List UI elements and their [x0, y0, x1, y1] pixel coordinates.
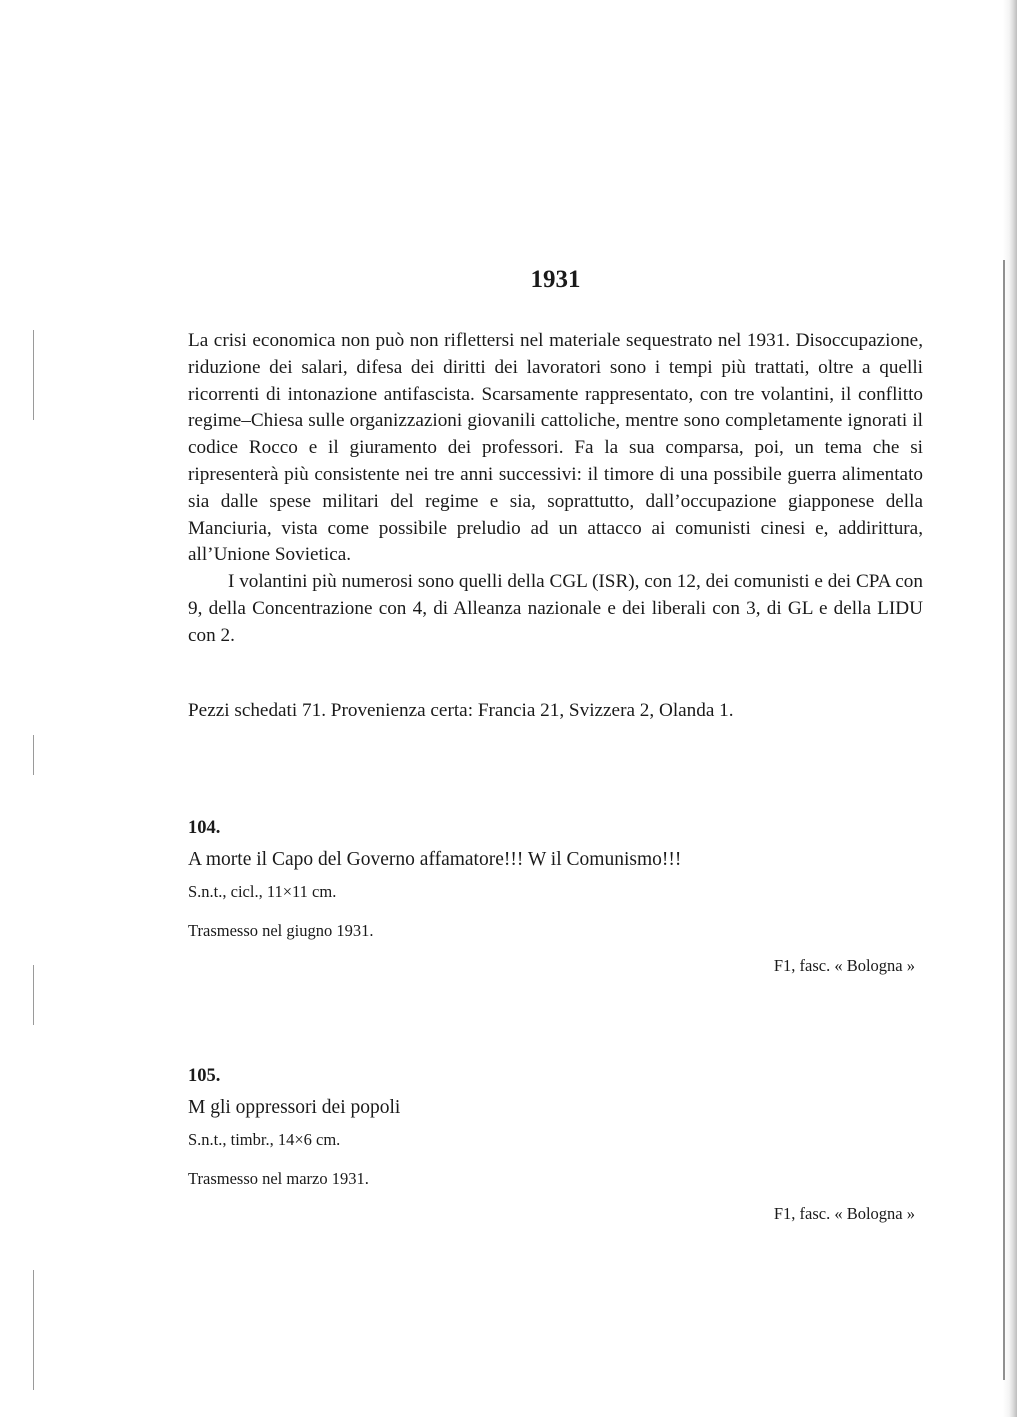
entry-description: S.n.t., timbr., 14×6 cm.	[188, 1130, 341, 1149]
year-heading: 1931	[530, 266, 581, 293]
entry-number: 105.	[188, 1066, 221, 1086]
catalog-stats: Pezzi schedati 71. Provenienza certa: Francia 21, Svizzera 2, Olanda 1.	[188, 700, 734, 721]
margin-mark	[33, 965, 34, 1025]
margin-mark	[33, 1270, 34, 1390]
margin-mark	[33, 330, 34, 420]
catalog-entry	[188, 818, 923, 988]
intro-text	[188, 328, 923, 650]
entry-title: M gli oppressori dei popoli	[188, 1097, 401, 1118]
entry-number: 104.	[188, 818, 221, 838]
entry-transmitted: Trasmesso nel marzo 1931.	[188, 1169, 369, 1188]
margin-mark	[33, 735, 34, 775]
intro-paragraph: I volantini più numerosi sono quelli della CGL (ISR), con 12, dei comunisti e dei CPA con 9, della Concentrazione con 4, di Alleanza nazionale e dei liberali con 3, di GL e della LIDU con 2.	[188, 571, 923, 646]
entry-description: S.n.t., cicl., 11×11 cm.	[188, 882, 337, 901]
intro-paragraph: La crisi economica non può non riflettersi nel materiale sequestrato nel 1931. Disoccupazione, riduzione dei salari, difesa dei diritti dei lavoratori sono i tempi più trattati, oltre a quelli ricorrenti di intonazione antifascista. Scarsamente rappresentato, con tre volantini, il conflitto regime–Chiesa sulle organizzazioni giovanili cattoliche, mentre sono completamente ignorati il codice Rocco e il giuramento dei professori. Fa la sua comparsa, poi, un tema che si ripresenterà più consistente nei tre anni successivi: il timore di una possibile guerra alimentato sia dalle spese militari del regime e sia, soprattutto, dall’occupazione giapponese della Manciuria, vista come possibile preludio ad un attacco ai comunisti cinesi e, addirittura, all’Unione Sovietica.	[188, 330, 923, 566]
page-edge-shadow	[1003, 0, 1017, 1417]
page-edge-line	[1003, 260, 1005, 1380]
catalog-entry	[188, 1066, 923, 1236]
entry-title: A morte il Capo del Governo affamatore!!! W il Comunismo!!!	[188, 849, 682, 870]
entry-source: F1, fasc. « Bologna »	[773, 956, 915, 975]
entry-transmitted: Trasmesso nel giugno 1931.	[188, 921, 374, 940]
entry-source: F1, fasc. « Bologna »	[773, 1204, 915, 1223]
